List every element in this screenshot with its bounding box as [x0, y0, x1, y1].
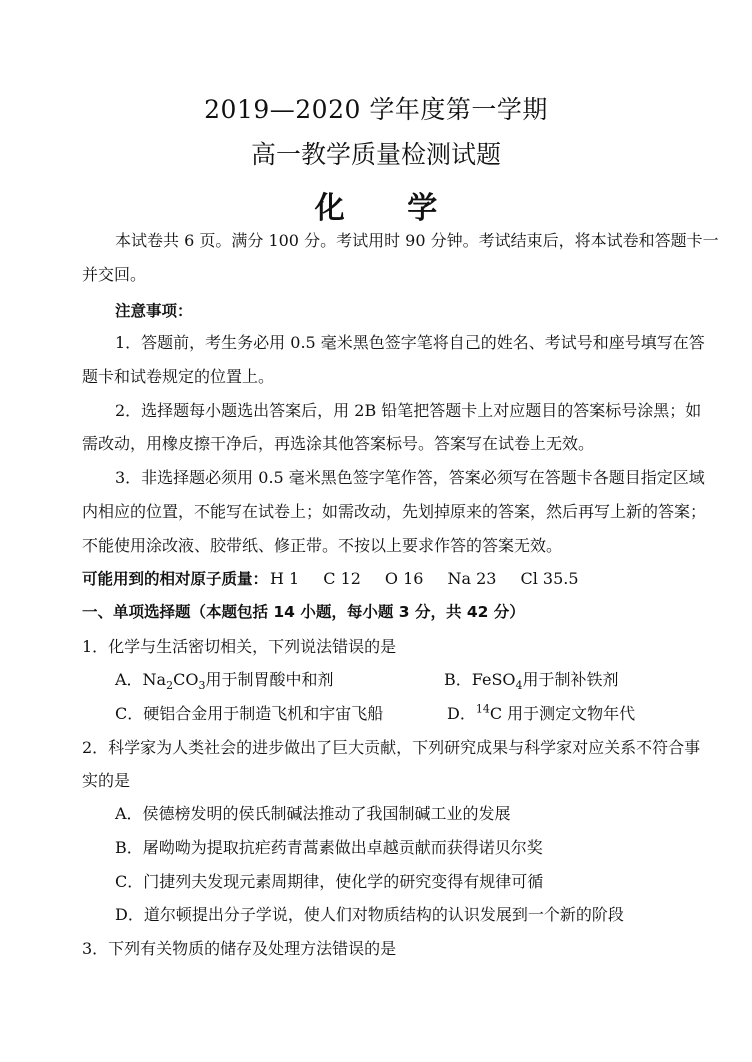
exam-title-name: 高一教学质量检测试题 — [250, 140, 501, 169]
question-1-stem: 1．化学与生活密切相关，下列说法错误的是 — [82, 637, 397, 656]
question-1-option-d — [447, 703, 635, 725]
question-1-option-b — [444, 669, 619, 691]
option-d-sup: 14 — [475, 702, 490, 716]
question-2-stem-line-1: 2．科学家为人类社会的进步做出了巨大贡献，下列研究成果与科学家对应关系不符合事 — [82, 738, 701, 757]
question-2-stem-line-2: 实的是 — [82, 771, 131, 790]
question-2-option-b: B．屠呦呦为提取抗疟药青蒿素做出卓越贡献而获得诺贝尔奖 — [115, 838, 543, 857]
option-a-text-2: CO — [173, 670, 199, 689]
intro-line-2: 并交回。 — [82, 265, 147, 284]
exam-title-term: 2019—2020 学年度第一学期 — [204, 95, 548, 124]
atomic-mass-o: O 16 — [384, 569, 424, 588]
notice-2-line-1: 2．选择题每小题选出答案后，用 2B 铅笔把答题卡上对应题目的答案标号涂黑；如 — [115, 401, 702, 420]
option-b-text-2: 用于制补铁剂 — [522, 670, 619, 689]
notice-3-line-1: 3．非选择题必须用 0.5 毫米黑色签字笔作答，答案必须写在答题卡各题目指定区域 — [115, 468, 705, 487]
option-d-text-2: C 用于测定文物年代 — [489, 704, 636, 723]
atomic-mass-c: C 12 — [323, 569, 361, 588]
option-a-sub-1: 2 — [166, 679, 174, 693]
atomic-masses-label: 可能用到的相对原子质量： — [82, 570, 269, 588]
notice-3-line-2: 内相应的位置，不能写在试卷上；如需改动，先划掉原来的答案，然后再写上新的答案； — [82, 502, 707, 521]
notice-heading: 注意事项： — [115, 302, 193, 320]
question-2-option-c: C．门捷列夫发现元素周期律，使化学的研究变得有规律可循 — [115, 872, 544, 891]
atomic-mass-h: H 1 — [270, 569, 300, 588]
exam-subject: 化 学 — [314, 191, 464, 226]
atomic-mass-na: Na 23 — [447, 569, 497, 588]
atomic-mass-cl: Cl 35.5 — [520, 569, 579, 588]
notice-1-line-1: 1．答题前，考生务必用 0.5 毫米黑色签字笔将自己的姓名、考试号和座号填写在答 — [115, 333, 705, 352]
notice-3-line-3: 不能使用涂改液、胶带纸、修正带。不按以上要求作答的答案无效。 — [82, 536, 563, 555]
option-d-text-1: D． — [447, 704, 476, 723]
option-a-text-1: A．Na — [115, 670, 167, 689]
question-2-option-d: D．道尔顿提出分子学说，使人们对物质结构的认识发展到一个新的阶段 — [115, 905, 624, 924]
question-2-option-a: A．侯德榜发明的侯氏制碱法推动了我国制碱工业的发展 — [115, 804, 511, 823]
option-b-text-1: B．FeSO — [444, 670, 516, 689]
option-a-sub-2: 3 — [198, 679, 206, 693]
notice-1-line-2: 题卡和试卷规定的位置上。 — [82, 367, 275, 386]
option-b-sub: 4 — [515, 679, 523, 693]
option-a-text-3: 用于制胃酸中和剂 — [205, 670, 334, 689]
question-1-option-a — [115, 669, 333, 691]
question-1-option-c: C．硬铝合金用于制造飞机和宇宙飞船 — [115, 704, 384, 723]
intro-line-1: 本试卷共 6 页。满分 100 分。考试用时 90 分钟。考试结束后，将本试卷和答题卡一 — [115, 231, 719, 250]
section-1-heading: 一、单项选择题（本题包括 14 小题，每小题 3 分，共 42 分） — [82, 603, 525, 621]
notice-2-line-2: 需改动，用橡皮擦干净后，再选涂其他答案标号。答案写在试卷上无效。 — [82, 434, 595, 453]
atomic-masses — [82, 568, 603, 590]
question-3-stem: 3．下列有关物质的储存及处理方法错误的是 — [82, 939, 397, 958]
